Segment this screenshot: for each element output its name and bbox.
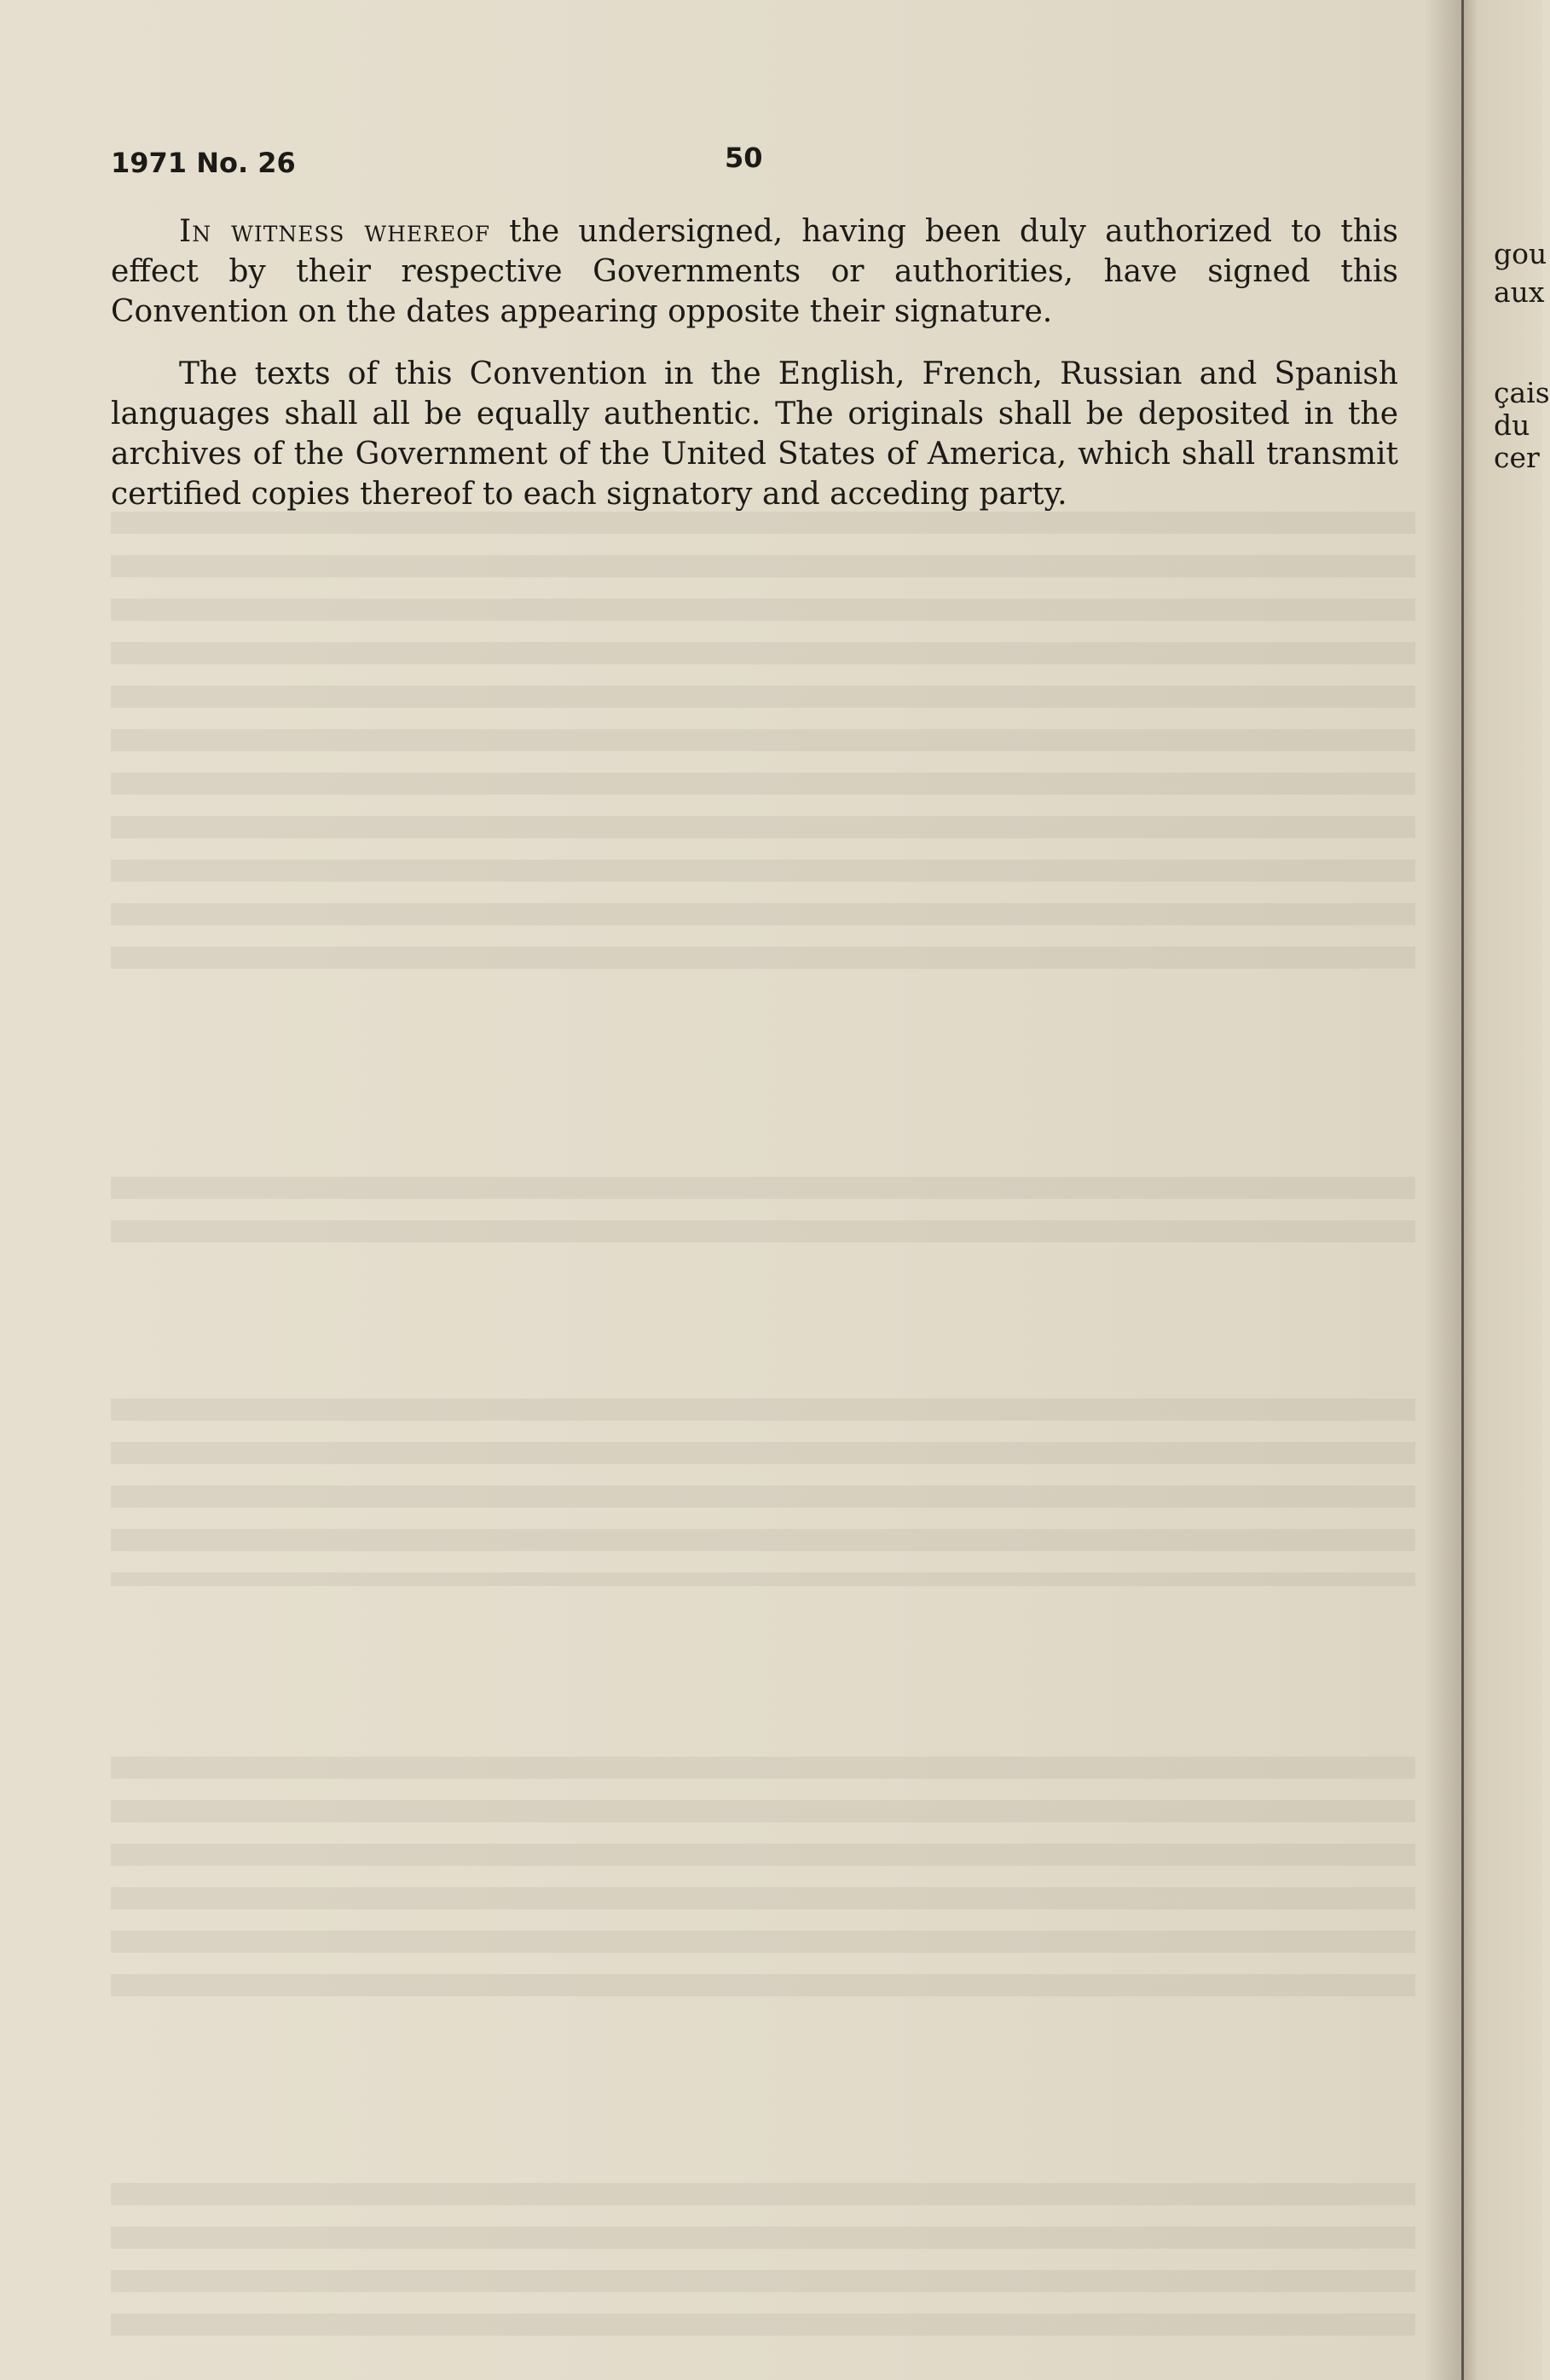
bleed-through-text [111, 1398, 1415, 1586]
binding-shadow [1424, 0, 1461, 2380]
facing-page-fragment: çais [1494, 376, 1550, 409]
page-number: 50 [725, 142, 763, 174]
facing-page-fragment: du [1494, 408, 1530, 442]
witness-text: the undersigned, having been duly authorized to this effect by their respective Governments or authorities, have signed this Convention on the dates appearing opposite their signature. [111, 214, 1398, 329]
bleed-through-text [111, 512, 1415, 989]
document-body [111, 211, 1398, 536]
witness-paragraph [111, 211, 1398, 332]
page-gutter [1461, 0, 1542, 2380]
facing-page-fragment: cer [1494, 441, 1540, 474]
authentic-texts-paragraph: The texts of this Convention in the English, French, Russian and Spanish languages shall all be equally authentic. The originals shall be deposited in the archives of the Government of the United States of America, which shall transmit certified copies thereof to each signatory and acceding party. [111, 356, 1398, 512]
facing-page-fragment: aux [1494, 275, 1545, 309]
running-head: 1971 No. 26 [111, 147, 296, 179]
page-header [111, 142, 1475, 189]
witness-smallcaps: In witness whereof [179, 214, 491, 249]
bleed-through-text [111, 2183, 1415, 2354]
facing-page-fragment: gou [1494, 237, 1547, 270]
bleed-through-text [111, 1177, 1415, 1245]
bleed-through-text [111, 1757, 1415, 2012]
